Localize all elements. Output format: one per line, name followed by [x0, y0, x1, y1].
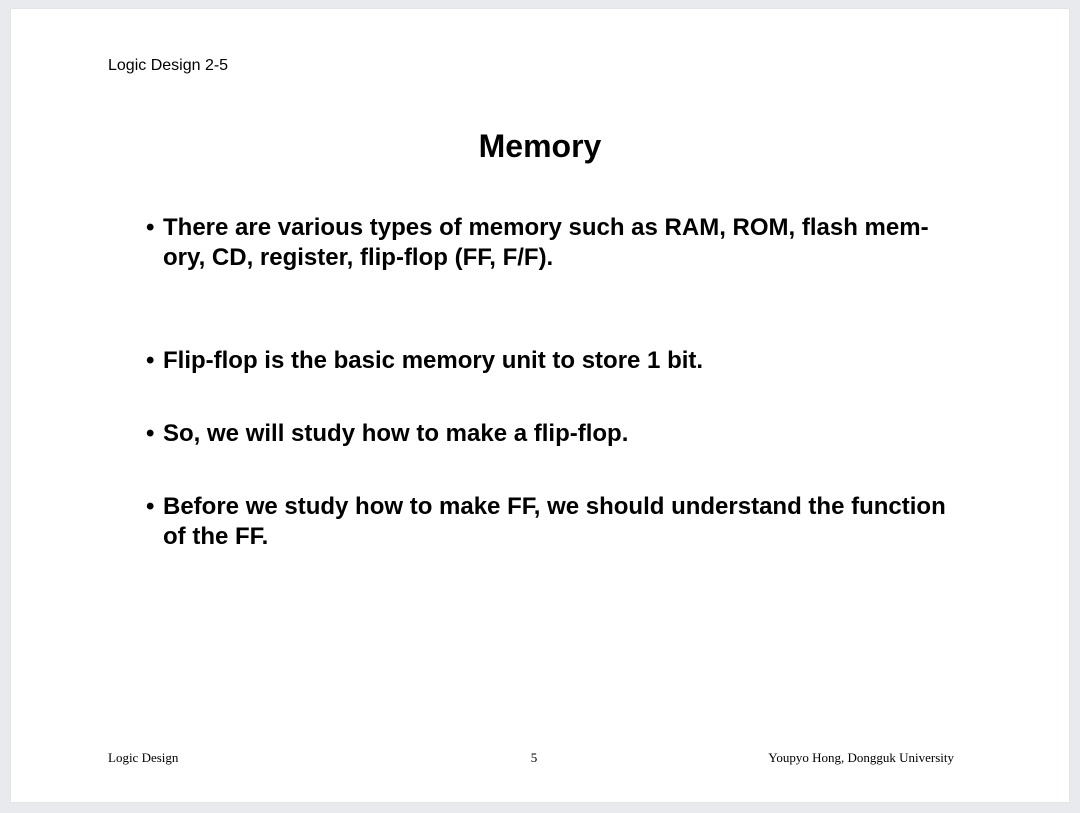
bullet-dot-icon: • — [146, 420, 155, 447]
header-label: Logic Design 2-5 — [108, 57, 229, 74]
bullet-item — [146, 419, 956, 449]
bullet-text: So, we will study how to make a flip-flop. — [163, 420, 629, 447]
page-title: Memory — [478, 128, 602, 164]
bullet-list — [146, 213, 956, 552]
slide-page — [11, 9, 1069, 802]
bullet-dot-icon: • — [146, 493, 155, 520]
bullet-item — [146, 346, 956, 376]
bullet-item — [146, 213, 956, 273]
bullet-item — [146, 492, 956, 552]
bullet-text: There are various types of memory such as RAM, ROM, flash mem-ory, CD, register, flip-flop (FF, F/F). — [163, 214, 929, 271]
footer-author: Youpyo Hong, Dongguk University — [768, 750, 954, 765]
spacer — [146, 273, 956, 346]
spacer — [146, 376, 956, 419]
bullet-text: Flip-flop is the basic memory unit to store 1 bit. — [163, 347, 704, 374]
spacer — [146, 449, 956, 492]
footer-course: Logic Design — [108, 750, 179, 765]
bullet-dot-icon: • — [146, 214, 155, 241]
bullet-dot-icon: • — [146, 347, 155, 374]
footer-page-number: 5 — [530, 750, 538, 765]
bullet-text: Before we study how to make FF, we should understand the function of the FF. — [163, 493, 946, 550]
